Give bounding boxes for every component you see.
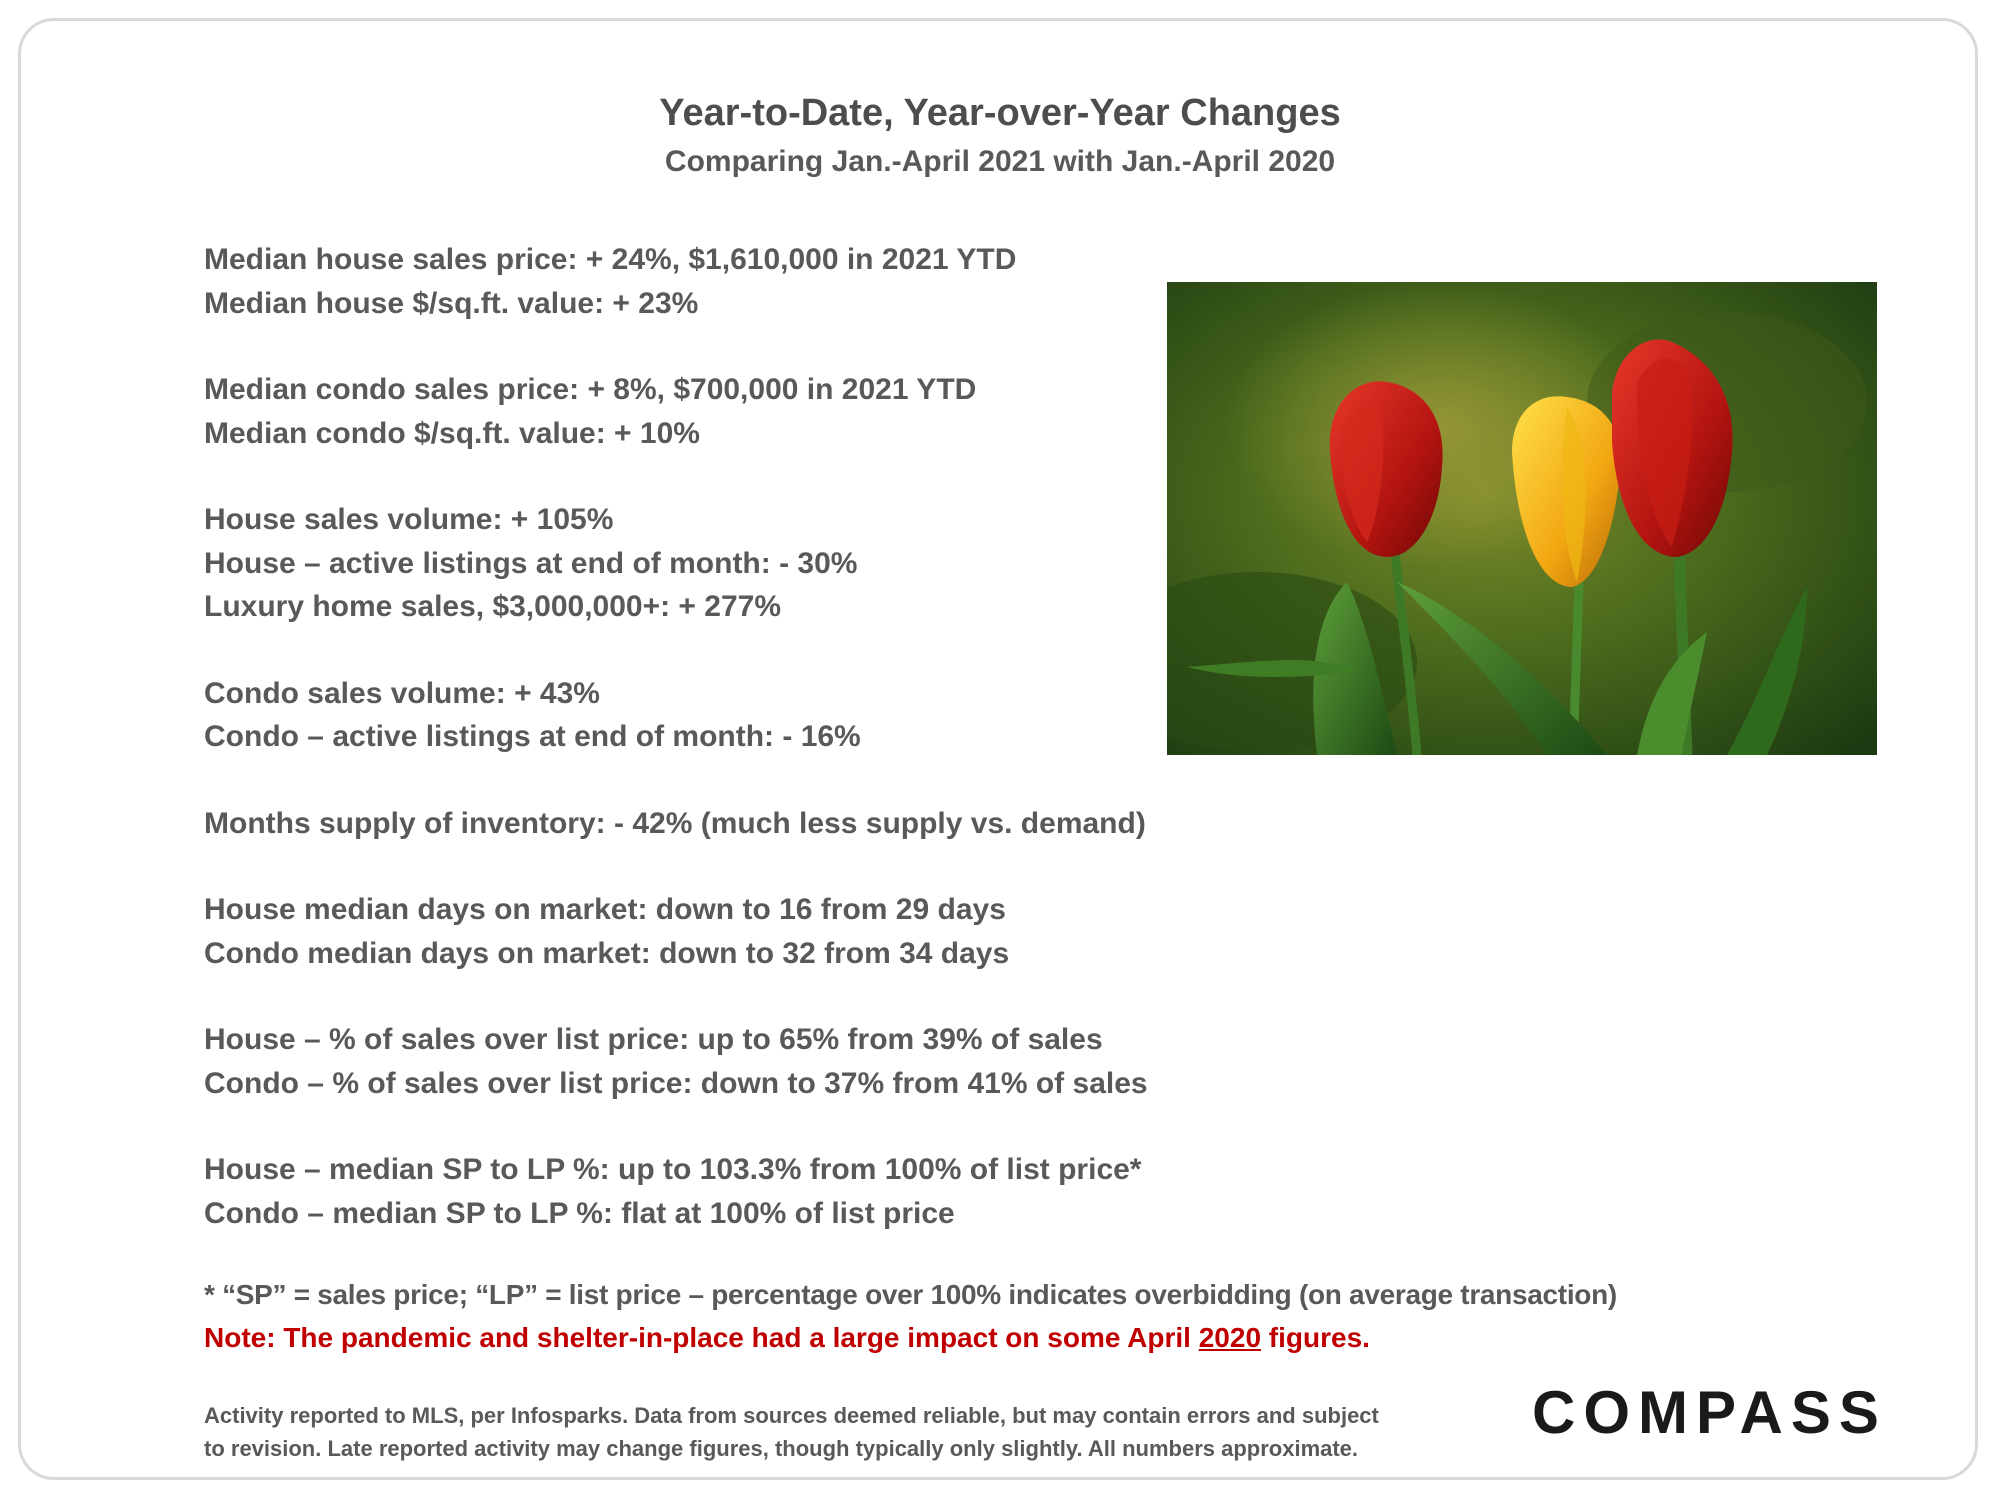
stat-group-days-on-market: [204, 888, 1204, 975]
stat-group-condo-volume: [204, 672, 1204, 759]
stat-line: Luxury home sales, $3,000,000+: + 277%: [204, 590, 782, 623]
note-underlined-year: 2020: [1198, 1322, 1262, 1353]
disclaimer-line: Activity reported to MLS, per Infosparks. Data from sources deemed reliable, but may contain errors and subject: [204, 1403, 1379, 1428]
compass-logo: COMPASS: [1532, 1379, 1887, 1446]
stat-group-months-supply: [204, 802, 1204, 846]
note-text-end: figures.: [1261, 1322, 1370, 1353]
tulips-photo: [1167, 282, 1877, 755]
page-title: Year-to-Date, Year-over-Year Changes: [659, 92, 1341, 134]
disclaimer-line: to revision. Late reported activity may change figures, though typically only slightly. All numbers approximate.: [204, 1436, 1359, 1461]
stat-line: Median house sales price: + 24%, $1,610,000 in 2021 YTD: [204, 243, 1017, 276]
stat-line: House median days on market: down to 16 from 29 days: [204, 893, 1006, 926]
stat-group-sp-to-lp: [204, 1148, 1204, 1235]
stat-group-over-list: [204, 1018, 1204, 1105]
stats-list: [204, 238, 1204, 1278]
stat-line: Condo sales volume: + 43%: [204, 676, 600, 710]
stat-line: House – % of sales over list price: up to 65% from 39% of sales: [204, 1023, 1103, 1056]
stat-line: House – active listings at end of month: - 30%: [204, 546, 858, 580]
stat-group-median-house: [204, 238, 1204, 325]
stat-line: Median house $/sq.ft. value: + 23%: [204, 286, 699, 320]
stat-line: House – median SP to LP %: up to 103.3% from 100% of list price*: [204, 1153, 1142, 1186]
stat-line: Condo – median SP to LP %: flat at 100% of list price: [204, 1196, 955, 1230]
note-text: Note: The pandemic and shelter-in-place had a large impact on some April: [204, 1322, 1199, 1353]
stat-line: Condo – active listings at end of month: - 16%: [204, 720, 861, 753]
stat-line: Condo – % of sales over list price: down to 37% from 41% of sales: [204, 1066, 1148, 1100]
stat-group-median-condo: [204, 368, 1204, 455]
stat-line: House sales volume: + 105%: [204, 503, 614, 536]
page-subtitle: Comparing Jan.-April 2021 with Jan.-April 2020: [664, 145, 1336, 178]
stat-line: Condo median days on market: down to 32 from 34 days: [204, 936, 1010, 970]
stat-line: Median condo sales price: + 8%, $700,000 in 2021 YTD: [204, 373, 977, 406]
footnote: * “SP” = sales price; “LP” = list price – percentage over 100% indicates overbidding (on average transaction): [204, 1279, 1617, 1310]
stat-group-house-volume: [204, 498, 1204, 629]
stat-line: Months supply of inventory: - 42% (much less supply vs. demand): [204, 806, 1146, 840]
stat-line: Median condo $/sq.ft. value: + 10%: [204, 416, 700, 450]
disclaimer: [204, 1399, 1524, 1465]
pandemic-note: [204, 1322, 1370, 1354]
